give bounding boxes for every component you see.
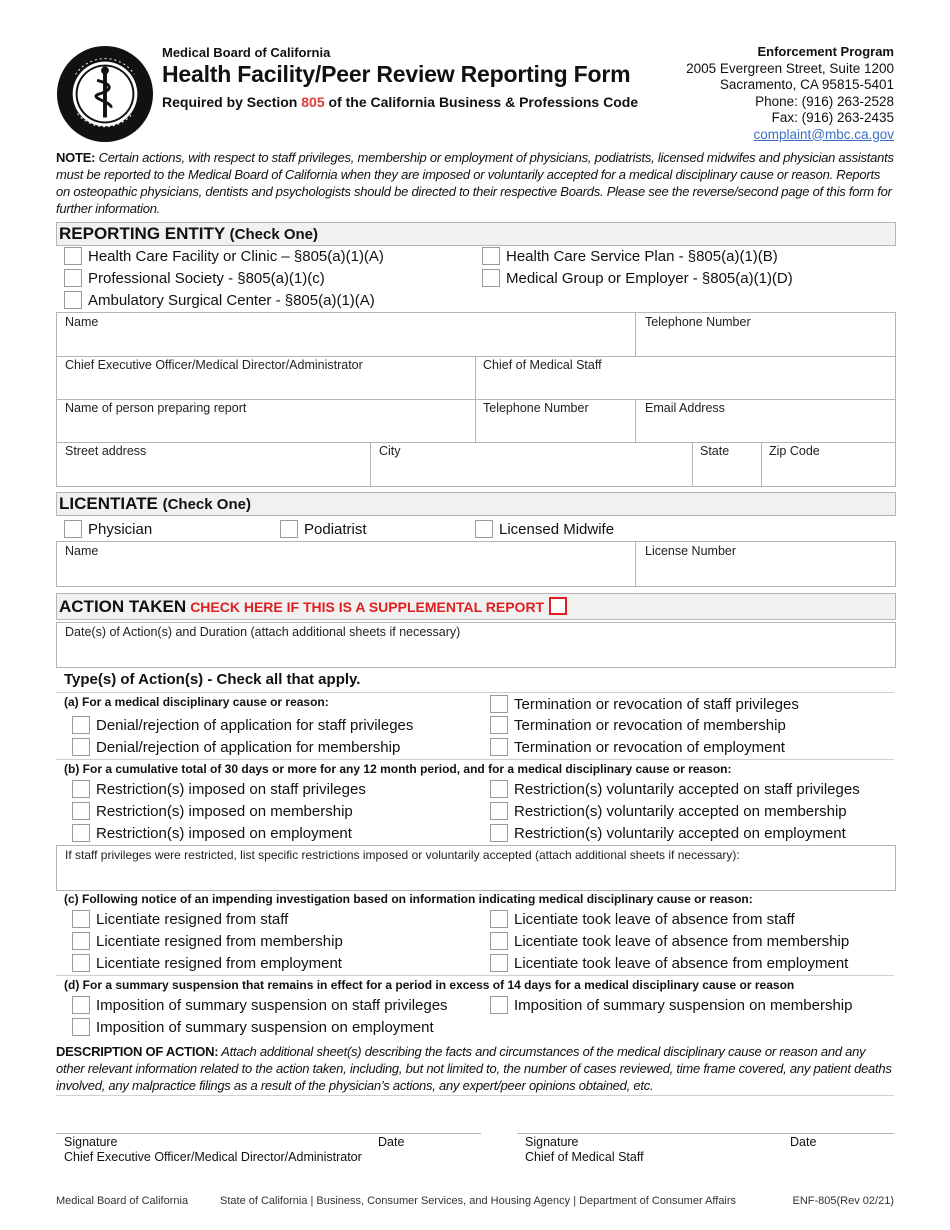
- right-signature-role: Chief of Medical Staff: [525, 1150, 644, 1164]
- checkbox[interactable]: [72, 780, 90, 798]
- form-subtitle: Required by Section 805 of the California Business & Professions Code: [162, 94, 639, 110]
- checkbox[interactable]: [72, 824, 90, 842]
- checkbox[interactable]: [490, 780, 508, 798]
- checkbox[interactable]: [490, 695, 508, 713]
- section-b-heading: (b) For a cumulative total of 30 days or more for any 12 month period, and for a medical disciplinary cause or reason:: [64, 762, 732, 776]
- form-title: Health Facility/Peer Review Reporting Form: [162, 61, 631, 87]
- right-signature-line[interactable]: [517, 1133, 894, 1134]
- licentiate-header: LICENTIATE (Check One): [56, 492, 896, 516]
- city-field[interactable]: City: [379, 444, 401, 458]
- reporting-entity-header: REPORTING ENTITY (Check One): [56, 222, 896, 246]
- preparer-telephone-field[interactable]: Telephone Number: [483, 401, 589, 415]
- option-medical-group[interactable]: Medical Group or Employer - §805(a)(1)(D): [482, 270, 793, 288]
- checkbox[interactable]: [72, 996, 90, 1014]
- program-name: Enforcement Program: [757, 44, 894, 59]
- right-date-label: Date: [790, 1135, 817, 1149]
- left-signature-label: Signature: [64, 1135, 118, 1149]
- option-professional-society[interactable]: Professional Society - §805(a)(1)(c): [64, 270, 325, 288]
- option-a-termination-employment[interactable]: Termination or revocation of employment: [490, 739, 785, 757]
- checkbox[interactable]: [64, 247, 82, 265]
- street-field[interactable]: Street address: [65, 444, 147, 458]
- checkbox[interactable]: [482, 247, 500, 265]
- option-physician[interactable]: Physician: [64, 521, 152, 539]
- option-c-leave-membership[interactable]: Licentiate took leave of absence from membership: [490, 933, 849, 951]
- entity-telephone-field[interactable]: Telephone Number: [645, 315, 751, 329]
- option-c-resigned-employment[interactable]: Licentiate resigned from employment: [72, 955, 342, 973]
- checkbox[interactable]: [490, 716, 508, 734]
- email-field[interactable]: Email Address: [645, 401, 725, 415]
- checkbox[interactable]: [64, 269, 82, 287]
- section-d-heading: (d) For a summary suspension that remains in effect for a period in excess of 14 days for a medical disciplinary cause or reason: [64, 978, 795, 992]
- licentiate-fields: [56, 541, 896, 587]
- option-health-care-facility[interactable]: Health Care Facility or Clinic – §805(a)(1)(A): [64, 248, 384, 266]
- entity-name-field[interactable]: Name: [65, 315, 99, 329]
- checkbox[interactable]: [482, 269, 500, 287]
- checkbox[interactable]: [490, 910, 508, 928]
- chief-of-staff-field[interactable]: Chief of Medical Staff: [483, 358, 602, 372]
- checkbox[interactable]: [72, 954, 90, 972]
- option-d-suspension-privileges[interactable]: Imposition of summary suspension on staff privileges: [72, 997, 448, 1015]
- checkbox[interactable]: [72, 932, 90, 950]
- restrictions-field[interactable]: [56, 845, 896, 891]
- option-c-leave-employment[interactable]: Licentiate took leave of absence from employment: [490, 955, 848, 973]
- checkbox[interactable]: [280, 520, 298, 538]
- option-b-voluntary-privileges[interactable]: Restriction(s) voluntarily accepted on staff privileges: [490, 781, 860, 799]
- supplemental-checkbox[interactable]: [549, 597, 567, 615]
- city-line: Sacramento, CA 95815-5401: [719, 77, 894, 92]
- footer-form-number: ENF-805(Rev 02/21): [792, 1195, 894, 1207]
- option-b-restriction-employment[interactable]: Restriction(s) imposed on employment: [72, 825, 352, 843]
- option-a-termination-privileges[interactable]: Termination or revocation of staff privileges: [490, 696, 799, 714]
- option-c-resigned-staff[interactable]: Licentiate resigned from staff: [72, 911, 288, 929]
- action-taken-header: ACTION TAKEN CHECK HERE IF THIS IS A SUPPLEMENTAL REPORT: [56, 593, 896, 620]
- checkbox[interactable]: [490, 802, 508, 820]
- preparer-name-field[interactable]: Name of person preparing report: [65, 401, 247, 415]
- checkbox[interactable]: [64, 520, 82, 538]
- fax-line: Fax: (916) 263-2435: [771, 110, 894, 125]
- option-health-care-service-plan[interactable]: Health Care Service Plan - §805(a)(1)(B): [482, 248, 778, 266]
- checkbox[interactable]: [72, 738, 90, 756]
- option-b-restriction-privileges[interactable]: Restriction(s) imposed on staff privileges: [72, 781, 366, 799]
- licentiate-name-field[interactable]: Name: [65, 544, 99, 558]
- option-d-suspension-employment[interactable]: Imposition of summary suspension on employment: [72, 1019, 434, 1037]
- dates-label: Date(s) of Action(s) and Duration (attach additional sheets if necessary): [65, 625, 461, 639]
- street-address: 2005 Evergreen Street, Suite 1200: [686, 60, 894, 76]
- restrictions-label: If staff privileges were restricted, list specific restrictions imposed or voluntarily accepted (attach additional sheets if necessary):: [65, 848, 740, 862]
- option-licensed-midwife[interactable]: Licensed Midwife: [475, 521, 614, 539]
- section-a-heading: (a) For a medical disciplinary cause or reason:: [64, 695, 329, 709]
- option-b-restriction-membership[interactable]: Restriction(s) imposed on membership: [72, 803, 353, 821]
- phone-line: Phone: (916) 263-2528: [755, 93, 894, 109]
- reporting-entity-fields: [56, 312, 896, 487]
- types-heading: Type(s) of Action(s) - Check all that apply.: [64, 671, 361, 688]
- note-paragraph: NOTE: Certain actions, with respect to staff privileges, membership or employment of physicians, podiatrists, licensed midwifes and physician assistants must be reported to the Medical Board of California when they are imposed or voluntarily accepted for a medical disciplinary cause or reason. Reports on osteopathic physicians, dentists and psychologists should be directed to their respective Boards. Please see the reverse/second page of this form for further information.: [56, 150, 894, 216]
- medical-board-seal: [56, 45, 154, 143]
- section-c-heading: (c) Following notice of an impending investigation based on information indicating medical disciplinary cause or reason:: [64, 892, 753, 906]
- left-date-label: Date: [378, 1135, 405, 1149]
- checkbox[interactable]: [490, 954, 508, 972]
- ceo-field[interactable]: Chief Executive Officer/Medical Director/Administrator: [65, 358, 363, 372]
- address-block: [686, 44, 894, 143]
- checkbox[interactable]: [64, 291, 82, 309]
- dates-of-action-field[interactable]: [56, 622, 896, 668]
- option-podiatrist[interactable]: Podiatrist: [280, 521, 367, 539]
- option-a-denial-privileges[interactable]: Denial/rejection of application for staff privileges: [72, 717, 413, 735]
- checkbox[interactable]: [490, 932, 508, 950]
- checkbox[interactable]: [72, 1018, 90, 1036]
- zip-field[interactable]: Zip Code: [769, 444, 820, 458]
- footer-org: Medical Board of California: [56, 1195, 189, 1207]
- license-number-field[interactable]: License Number: [645, 544, 737, 558]
- option-a-denial-membership[interactable]: Denial/rejection of application for membership: [72, 739, 400, 757]
- right-signature-label: Signature: [525, 1135, 579, 1149]
- checkbox[interactable]: [72, 910, 90, 928]
- checkbox[interactable]: [490, 996, 508, 1014]
- checkbox[interactable]: [72, 802, 90, 820]
- state-field[interactable]: State: [700, 444, 730, 458]
- option-c-resigned-membership[interactable]: Licentiate resigned from membership: [72, 933, 343, 951]
- left-signature-line[interactable]: [56, 1133, 481, 1134]
- footer-agency: State of California | Business, Consumer Services, and Housing Agency | Department of Consumer Affairs: [220, 1195, 737, 1207]
- checkbox[interactable]: [490, 824, 508, 842]
- option-ambulatory-surgical-center[interactable]: Ambulatory Surgical Center - §805(a)(1)(A): [64, 292, 375, 310]
- email-link[interactable]: complaint@mbc.ca.gov: [753, 126, 894, 142]
- option-c-leave-staff[interactable]: Licentiate took leave of absence from staff: [490, 911, 795, 929]
- checkbox[interactable]: [475, 520, 493, 538]
- option-d-suspension-membership[interactable]: Imposition of summary suspension on membership: [490, 997, 852, 1015]
- option-b-voluntary-employment[interactable]: Restriction(s) voluntarily accepted on employment: [490, 825, 846, 843]
- org-name: Medical Board of California: [162, 45, 331, 60]
- checkbox[interactable]: [72, 716, 90, 734]
- option-b-voluntary-membership[interactable]: Restriction(s) voluntarily accepted on membership: [490, 803, 847, 821]
- option-a-termination-membership[interactable]: Termination or revocation of membership: [490, 717, 786, 735]
- left-signature-role: Chief Executive Officer/Medical Director/Administrator: [64, 1150, 362, 1164]
- checkbox[interactable]: [490, 738, 508, 756]
- description-of-action: DESCRIPTION OF ACTION: Attach additional sheet(s) describing the facts and circumstances of the medical disciplinary cause or reason and any other relevant information related to the action taken, including, but not limited to, the number of cases reviewed, time frame covered, any patient deaths involved, any malpractice filings as a result of the physician’s actions, any expert/peer opinions obtained, etc.: [56, 1044, 892, 1093]
